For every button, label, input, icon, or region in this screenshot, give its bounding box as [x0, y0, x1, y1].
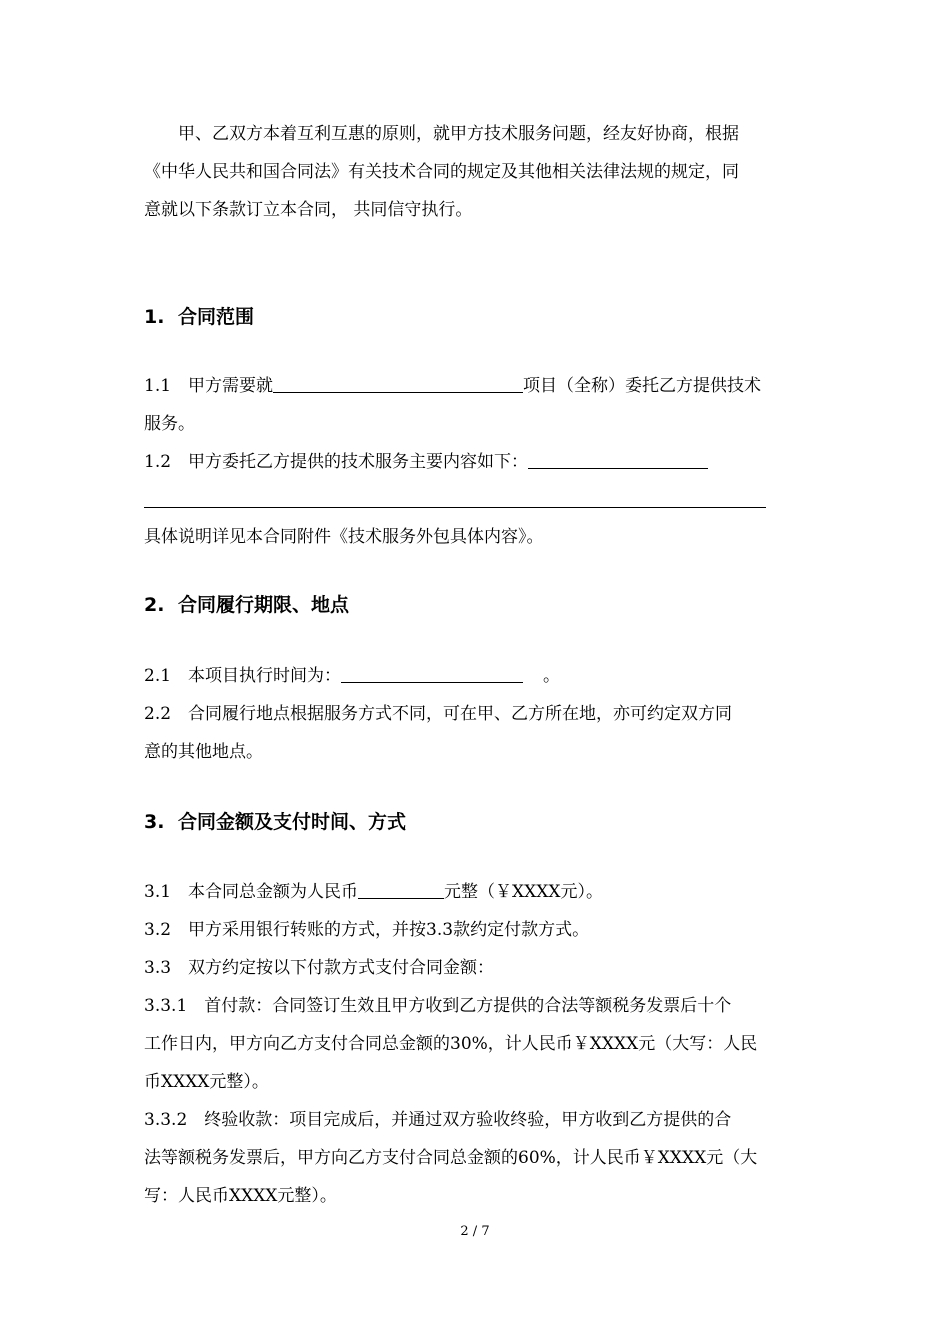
execution-time-blank [341, 662, 523, 683]
clause-3-3-2-line-3: 写：人民币XXXX元整）。 [144, 1186, 337, 1206]
clause-3-1-text-a: 3.1 本合同总金额为人民币 [144, 882, 359, 902]
section-2-clauses [144, 657, 809, 771]
clause-2-2-line-2: 意的其他地点。 [144, 742, 263, 762]
clause-3-3-1-line-3: 币XXXX元整）。 [144, 1072, 269, 1092]
clause-3-1-text-b: 元整（￥XXXX元）。 [444, 882, 603, 902]
section-3-number: 3. [144, 811, 165, 833]
section-1-heading [144, 302, 254, 332]
clause-1-2-line [144, 443, 809, 481]
service-content-blank [528, 448, 708, 469]
section-3-title: 合同金额及支付时间、方式 [178, 811, 407, 833]
clause-3-3-2-line-1: 3.3.2 终验收款：项目完成后，并通过双方验收终验，甲方收到乙方提供的合 [144, 1110, 732, 1130]
section-3-heading [144, 807, 406, 837]
detail-note-text: 具体说明详见本合同附件《技术服务外包具体内容》。 [144, 527, 544, 547]
detail-note [144, 518, 809, 556]
project-name-blank [273, 372, 523, 393]
clause-3-3-line: 3.3 双方约定按以下付款方式支付合同金额： [144, 958, 495, 978]
clause-3-3-1-line-1: 3.3.1 首付款：合同签订生效且甲方收到乙方提供的合法等额税务发票后十个 [144, 996, 732, 1016]
section-3-clauses [144, 873, 809, 1215]
page-number: 2 / 7 [460, 1224, 490, 1239]
clause-1-1 [144, 367, 809, 481]
intro-line-3: 意就以下条款订立本合同， 共同信守执行。 [144, 200, 473, 220]
service-content-blank-line [144, 507, 766, 508]
clause-2-1-line [144, 657, 809, 695]
clause-3-1-line [144, 873, 809, 911]
clause-2-2-line-1: 2.2 合同履行地点根据服务方式不同，可在甲、乙方所在地，亦可约定双方同 [144, 704, 733, 724]
intro-line-2: 《中华人民共和国合同法》有关技术合同的规定及其他相关法律法规的规定，同 [144, 162, 739, 182]
clause-3-2-line: 3.2 甲方采用银行转账的方式，并按3.3款约定付款方式。 [144, 920, 590, 940]
amount-blank [358, 878, 444, 899]
intro-paragraph [144, 115, 809, 229]
intro-line-1: 甲、乙双方本着互利互惠的原则，就甲方技术服务问题，经友好协商，根据 [178, 124, 739, 144]
section-2-title: 合同履行期限、地点 [178, 594, 350, 616]
clause-2-1-text-a: 2.1 本项目执行时间为： [144, 666, 342, 686]
section-2-number: 2. [144, 594, 165, 616]
clause-1-1-line-2: 服务。 [144, 414, 195, 434]
clause-1-2-text: 1.2 甲方委托乙方提供的技术服务主要内容如下： [144, 452, 529, 472]
clause-3-3-2-line-2: 法等额税务发票后，甲方向乙方支付合同总金额的60%，计人民币￥XXXX元（大 [144, 1148, 758, 1168]
clause-1-1-line-1 [144, 367, 809, 405]
clause-1-1-text-b: 项目（全称）委托乙方提供技术 [523, 376, 762, 396]
clause-1-1-text-a: 1.1 甲方需要就 [144, 376, 274, 396]
section-1-number: 1. [144, 306, 165, 328]
section-2-heading [144, 590, 349, 620]
clause-2-1-text-b: 。 [543, 666, 561, 686]
section-1-title: 合同范围 [178, 306, 255, 328]
clause-3-3-1-line-2: 工作日内，甲方向乙方支付合同总金额的30%，计人民币￥XXXX元（大写：人民 [144, 1034, 758, 1054]
